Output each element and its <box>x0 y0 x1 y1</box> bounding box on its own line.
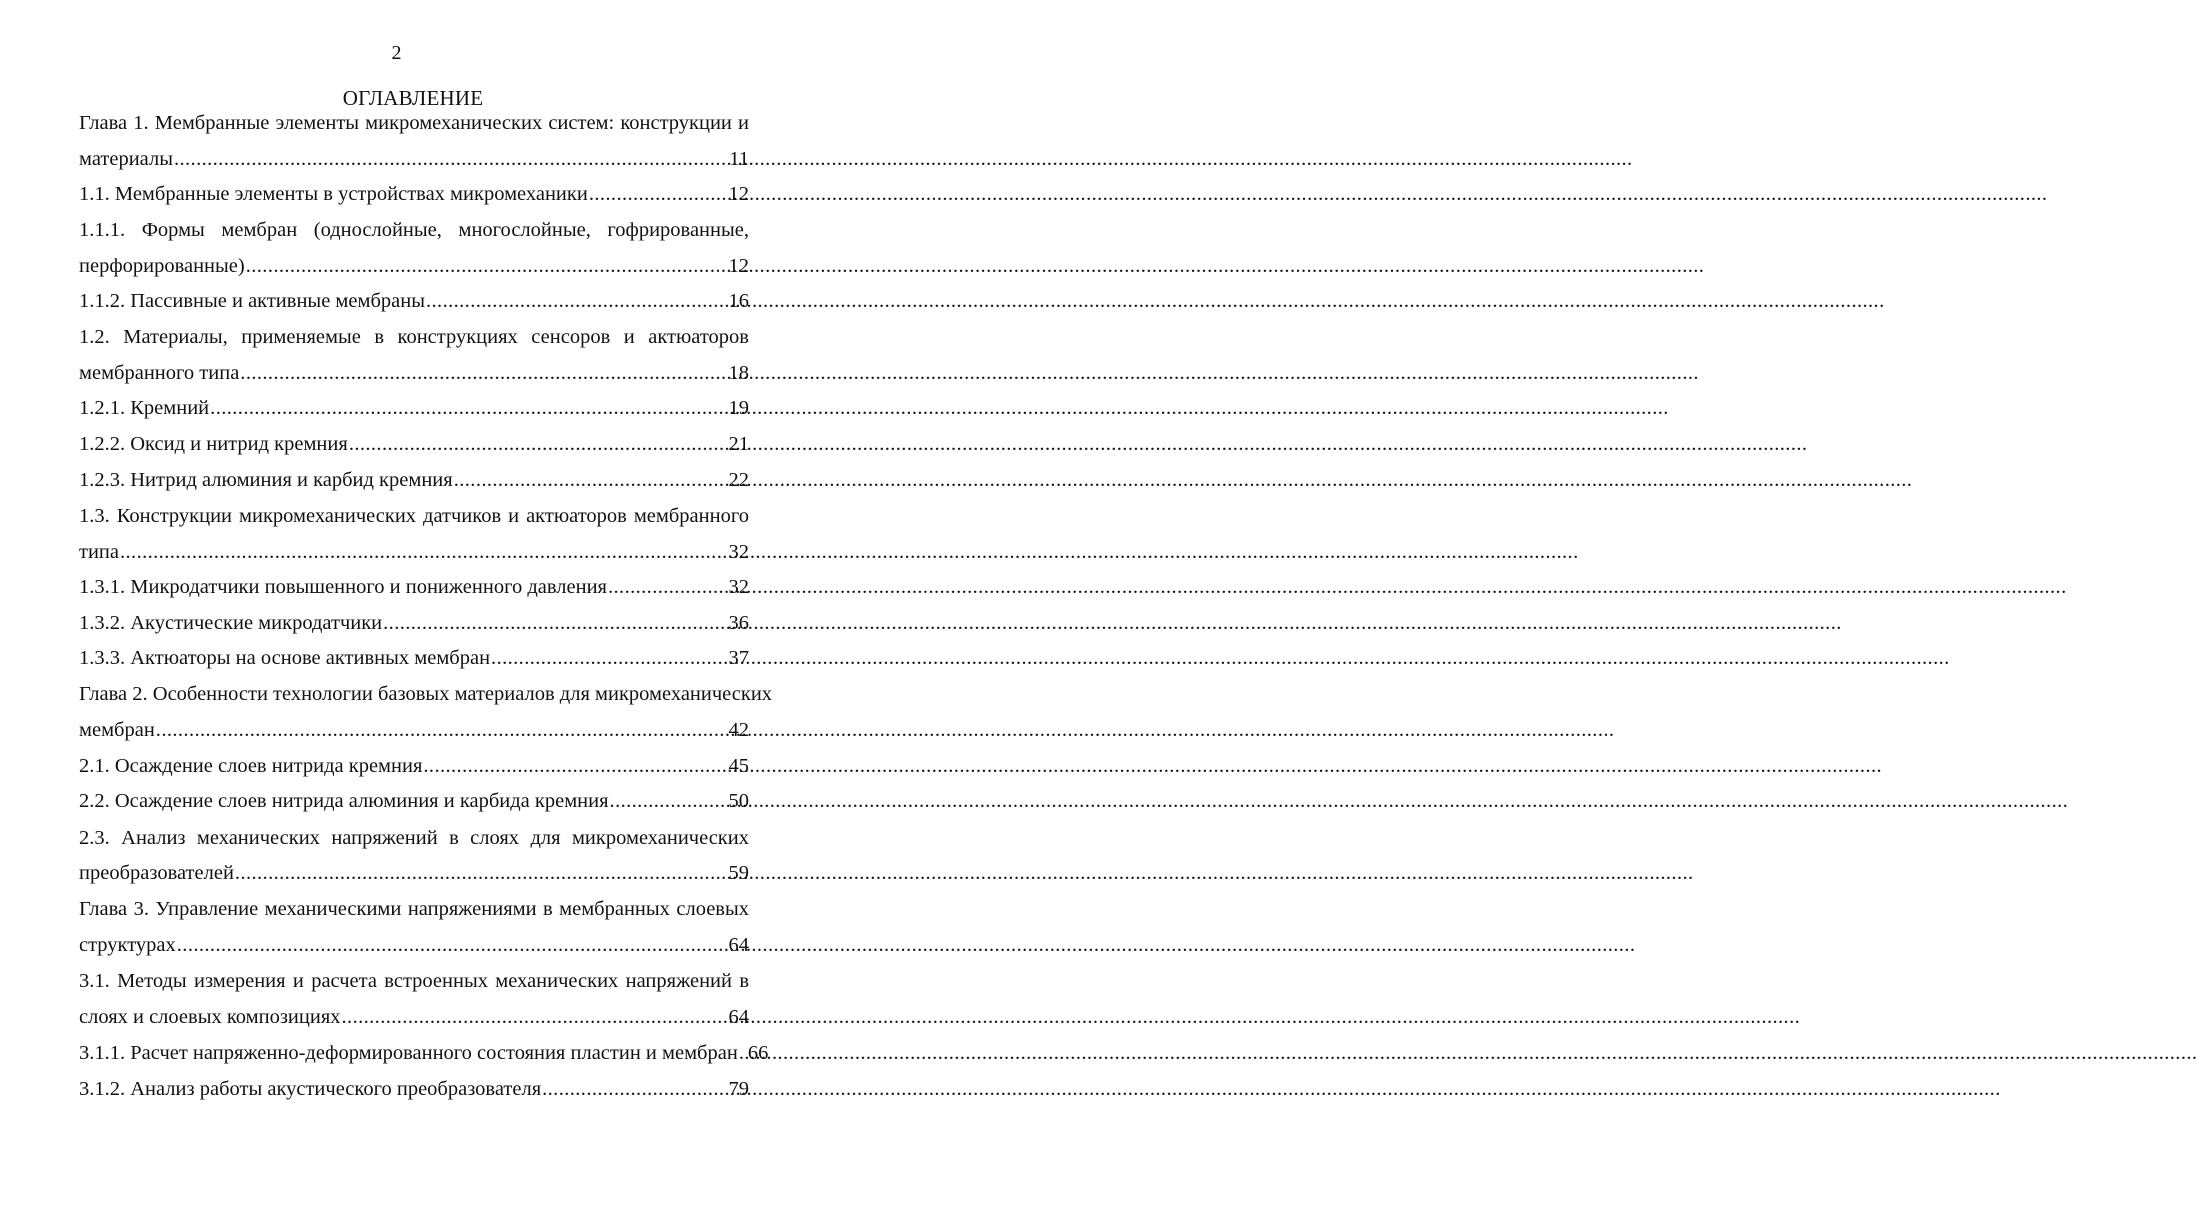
toc-entry-page: 66 <box>747 1042 769 1064</box>
dot-leader <box>739 1038 747 1068</box>
toc-entry[interactable] <box>79 393 749 423</box>
toc-entry[interactable] <box>79 858 749 888</box>
toc-entry-page: 64 <box>728 934 749 956</box>
toc-entry-wrap-line: 1.2. Материалы, применяемые в конструкциях сенсоров и актюаторов <box>79 326 749 348</box>
toc-entry-page: 45 <box>728 755 749 777</box>
toc-entry[interactable] <box>79 144 749 174</box>
dot-leader <box>349 429 728 459</box>
toc-entry-title: 2.2. Осаждение слоев нитрида алюминия и карбида кремния <box>79 790 609 812</box>
document-page <box>0 0 793 1217</box>
toc-entry[interactable] <box>79 930 749 960</box>
toc-entry-wrap-line: Глава 1. Мембранные элементы микромеханических систем: конструкции и <box>79 112 749 134</box>
toc-entry[interactable] <box>79 429 749 459</box>
toc-entry-title: 2.1. Осаждение слоев нитрида кремния <box>79 755 423 777</box>
toc-entry-page: 79 <box>728 1078 749 1100</box>
toc-entry[interactable] <box>79 1074 749 1104</box>
toc-entry-title: 3.1.2. Анализ работы акустического преобразователя <box>79 1078 542 1100</box>
dot-leader <box>610 786 728 816</box>
toc-entry-page: 64 <box>728 1006 749 1028</box>
toc-entry[interactable] <box>79 786 749 816</box>
toc-entry[interactable] <box>79 608 749 638</box>
dot-leader <box>120 537 728 567</box>
toc-entry-title: преобразователей <box>79 862 234 884</box>
dot-leader <box>156 715 728 745</box>
table-of-contents <box>0 0 793 1217</box>
dot-leader <box>608 572 728 602</box>
toc-entry-page: 12 <box>728 183 749 205</box>
toc-entry-page: 59 <box>728 862 749 884</box>
page-number: 2 <box>391 42 402 64</box>
dot-leader <box>177 930 728 960</box>
toc-entry-title: материалы <box>79 148 173 170</box>
dot-leader <box>423 751 727 781</box>
toc-entry-page: 42 <box>728 719 749 741</box>
toc-entry[interactable] <box>79 179 749 209</box>
dot-leader <box>454 465 728 495</box>
toc-entry[interactable] <box>79 537 749 567</box>
dot-leader <box>342 1002 728 1032</box>
toc-entry-wrap-line: 2.3. Анализ механических напряжений в слоях для микромеханических <box>79 827 749 849</box>
dot-leader <box>426 286 728 316</box>
toc-entry[interactable] <box>79 572 749 602</box>
toc-entry-title: мембранного типа <box>79 362 240 384</box>
toc-entry-title: 1.3.2. Акустические микродатчики <box>79 612 383 634</box>
toc-entry-title: 1.2.1. Кремний <box>79 397 210 419</box>
toc-title: ОГЛАВЛЕНИЕ <box>342 86 484 110</box>
toc-entry-wrap-line: 3.1. Методы измерения и расчета встроенных механических напряжений в <box>79 970 749 992</box>
toc-entry-title: перфорированные) <box>79 255 245 277</box>
toc-entry-page: 32 <box>728 576 749 598</box>
toc-entry-page: 50 <box>728 790 749 812</box>
toc-entry-title: мембран <box>79 719 155 741</box>
toc-entry-wrap-line: 1.3. Конструкции микромеханических датчиков и актюаторов мембранного <box>79 505 749 527</box>
dot-leader <box>246 251 728 281</box>
toc-entry-title: 1.1.2. Пассивные и активные мембраны <box>79 290 425 312</box>
toc-entry-wrap-line: Глава 2. Особенности технологии базовых материалов для микромеханических <box>79 683 773 705</box>
toc-entry[interactable] <box>79 286 749 316</box>
toc-entry-title: 1.2.2. Оксид и нитрид кремния <box>79 433 348 455</box>
toc-entry-page: 22 <box>728 469 749 491</box>
toc-entry-page: 36 <box>728 612 749 634</box>
toc-entry[interactable] <box>79 251 749 281</box>
toc-entry-title: 1.1. Мембранные элементы в устройствах микромеханики <box>79 183 588 205</box>
toc-entry-title: структурах <box>79 934 176 956</box>
dot-leader <box>235 858 728 888</box>
toc-entry-title: 1.3.1. Микродатчики повышенного и пониженного давления <box>79 576 607 598</box>
toc-entry-title: 1.3.3. Актюаторы на основе активных мембран <box>79 647 491 669</box>
toc-entry-page: 16 <box>728 290 749 312</box>
toc-entry-page: 21 <box>728 433 749 455</box>
toc-entry-title: типа <box>79 541 119 563</box>
toc-entry[interactable] <box>79 465 749 495</box>
dot-leader <box>174 144 728 174</box>
dot-leader <box>589 179 728 209</box>
toc-entry-page: 12 <box>728 255 749 277</box>
dot-leader <box>240 358 727 388</box>
toc-entry-page: 11 <box>729 148 749 170</box>
dot-leader <box>383 608 727 638</box>
dot-leader <box>491 643 727 673</box>
toc-entry-wrap-line: Глава 3. Управление механическими напряжениями в мембранных слоевых <box>79 898 749 920</box>
dot-leader <box>210 393 727 423</box>
toc-entry-wrap-line: 1.1.1. Формы мембран (однослойные, многослойные, гофрированные, <box>79 219 749 241</box>
toc-entry-page: 37 <box>728 647 749 669</box>
toc-entry[interactable] <box>79 643 749 673</box>
toc-entry-title: 3.1.1. Расчет напряженно-деформированного состояния пластин и мембран <box>79 1042 738 1064</box>
toc-entry-title: 1.2.3. Нитрид алюминия и карбид кремния <box>79 469 453 491</box>
toc-entry[interactable] <box>79 715 749 745</box>
toc-entry[interactable] <box>79 358 749 388</box>
toc-entry-title: слоях и слоевых композициях <box>79 1006 341 1028</box>
toc-entry-page: 19 <box>728 397 749 419</box>
toc-entry-page: 18 <box>728 362 749 384</box>
toc-entry[interactable] <box>79 751 749 781</box>
toc-entry[interactable] <box>79 1002 749 1032</box>
dot-leader <box>542 1074 727 1104</box>
toc-entry[interactable] <box>79 1038 769 1068</box>
toc-entry-page: 32 <box>728 541 749 563</box>
